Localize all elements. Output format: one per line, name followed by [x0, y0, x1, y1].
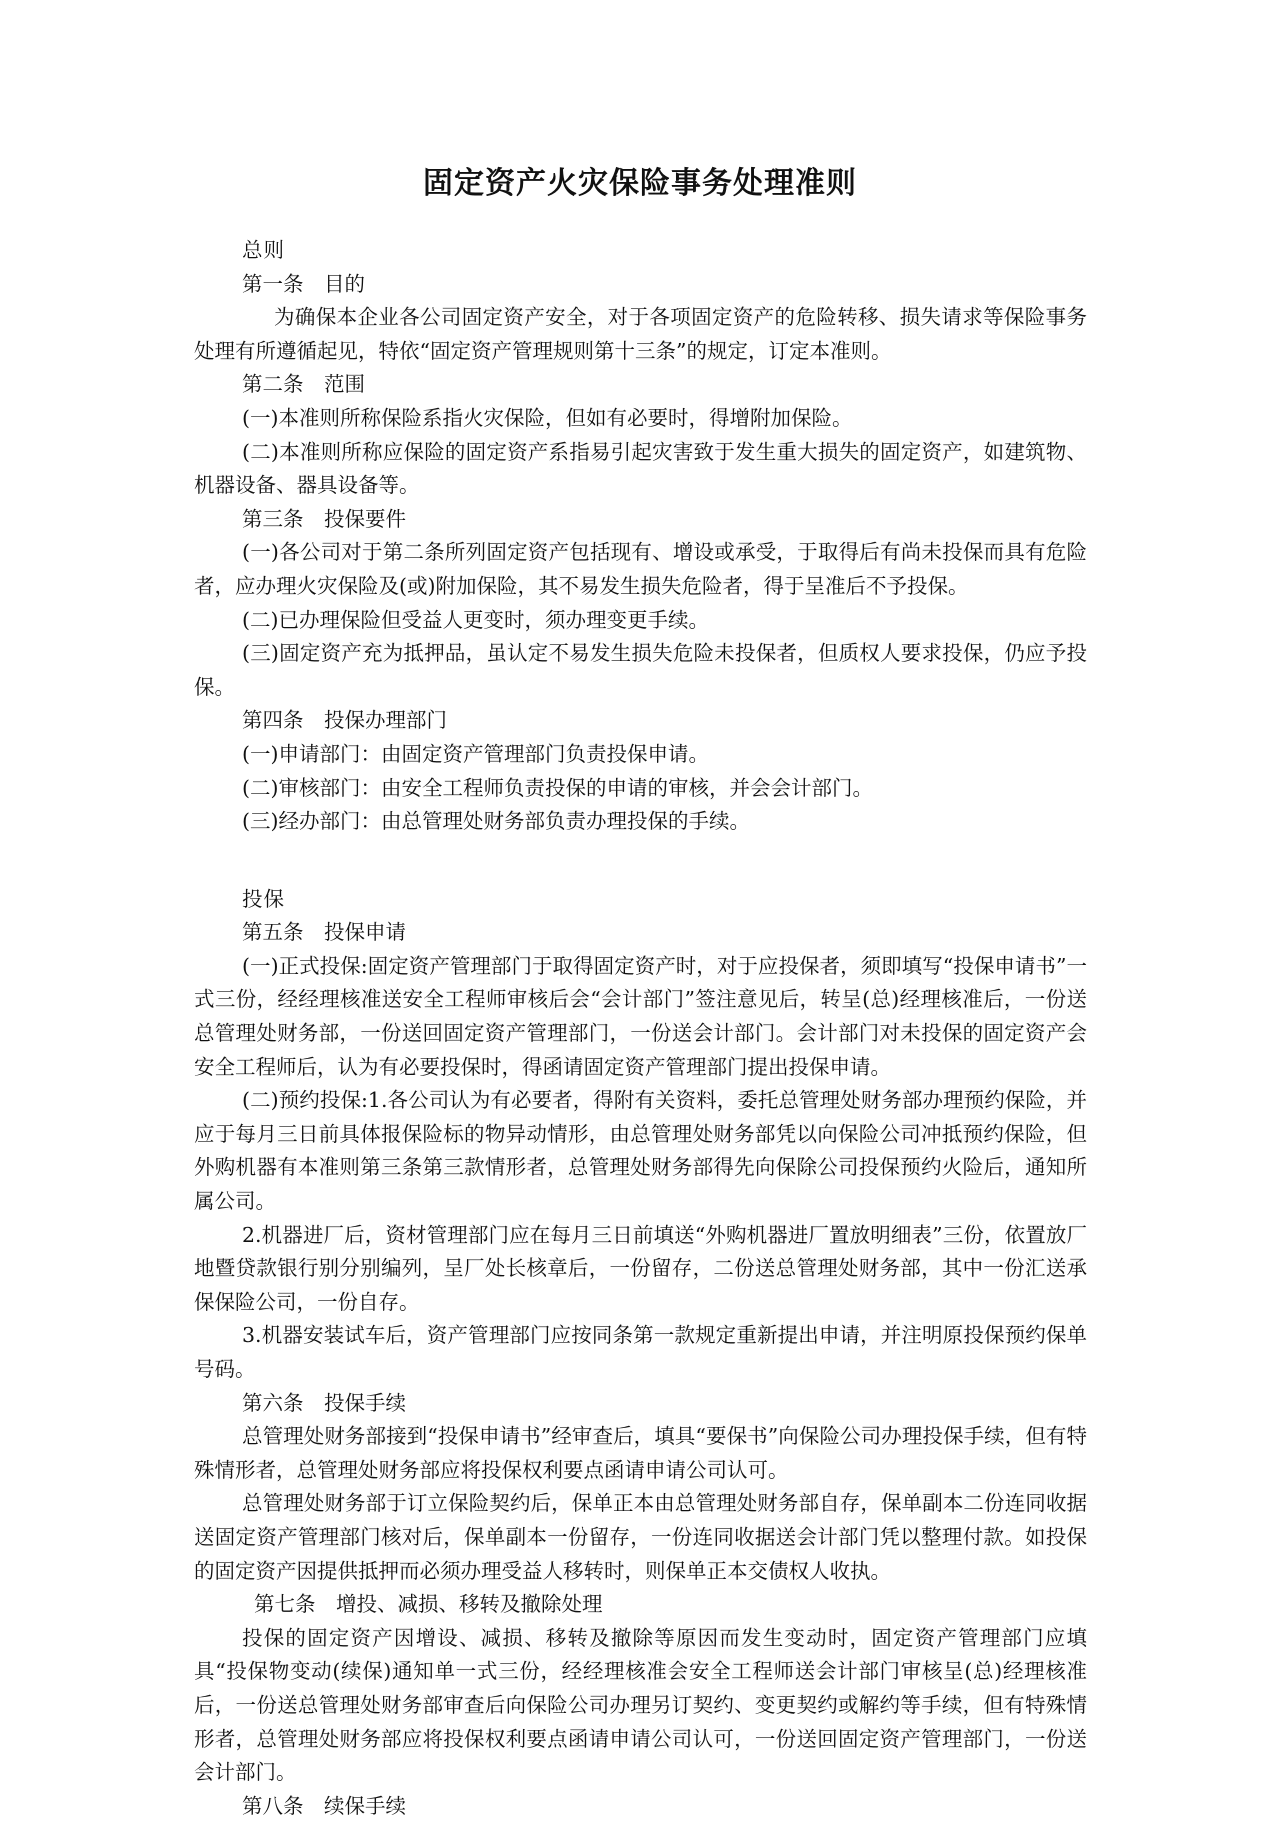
article-4-item-1: (一)申请部门：由固定资产管理部门负责投保申请。 [242, 741, 709, 766]
section-gap [194, 839, 1087, 883]
article-3-item-1: (一)各公司对于第二条所列固定资产包括现有、增设或承受，于取得后有尚未投保而具有危险者，应办理火灾保险及(或)附加保险，其不易发生损失危险者，得于呈准后不予投保。 [194, 540, 1087, 598]
article-heading-4: 第四条 投保办理部门 [242, 708, 447, 733]
article-1-text: 为确保本企业各公司固定资产安全，对于各项固定资产的危险转移、损失请求等保险事务处理有所遵循起见，特依“固定资产管理规则第十三条”的规定，订定本准则。 [194, 305, 1087, 363]
article-4-item-2: (二)审核部门：由安全工程师负责投保的申请的审核，并会会计部门。 [242, 775, 873, 800]
section-heading-general: 总则 [242, 238, 285, 262]
article-heading-7: 第七条 增投、减损、移转及撤除处理 [254, 1592, 603, 1617]
article-heading-2: 第二条 范围 [242, 372, 365, 397]
article-2-item-2: (二)本准则所称应保险的固定资产系指易引起灾害致于发生重大损失的固定资产，如建筑物、机器设备、器具设备等。 [194, 439, 1087, 498]
article-heading-1: 第一条 目的 [242, 271, 365, 296]
document-body [194, 234, 1087, 1823]
article-5-item-2-sub-2: 2.机器进厂后，资材管理部门应在每月三日前填送“外购机器进厂置放明细表”三份，依置放厂地暨贷款银行别分别编列，呈厂处长核章后，一份留存，二份送总管理处财务部，其中一份汇送承保保险公司，一份自存。 [194, 1222, 1087, 1314]
section-heading-insurance: 投保 [242, 886, 285, 911]
document-title: 固定资产火灾保险事务处理准则 [423, 166, 857, 201]
article-5-item-2: (二)预约投保:1.各公司认为有必要者，得附有关资料，委托总管理处财务部办理预约保险，并应于每月三日前具体报保险标的物异动情形，由总管理处财务部凭以向保险公司冲抵预约保险，但外购机器有本准则第三条第三款情形者，总管理处财务部得先向保除公司投保预约火险后，通知所属公司。 [194, 1088, 1087, 1214]
article-heading-6: 第六条 投保手续 [242, 1390, 406, 1415]
article-7-text: 投保的固定资产因增设、减损、移转及撤除等原因而发生变动时，固定资产管理部门应填具“投保物变动(续保)通知单一式三份，经经理核准会安全工程师送会计部门审核呈(总)经理核准后，一份送总管理处财务部审查后向保险公司办理另订契约、变更契约或解约等手续，但有特殊情形者，总管理处财务部应将投保权利要点函请申请公司认可，一份送回固定资产管理部门，一份送会计部门。 [194, 1625, 1087, 1785]
article-6-para-1: 总管理处财务部接到“投保申请书”经审查后，填具“要保书”向保险公司办理投保手续，但有特殊情形者，总管理处财务部应将投保权利要点函请申请公司认可。 [194, 1424, 1087, 1482]
article-heading-3: 第三条 投保要件 [242, 506, 406, 531]
article-heading-5: 第五条 投保申请 [242, 920, 406, 945]
article-2-item-1: (一)本准则所称保险系指火灾保险，但如有必要时，得增附加保险。 [242, 405, 853, 430]
article-6-para-2: 总管理处财务部于订立保险契约后，保单正本由总管理处财务部自存，保单副本二份连同收据送固定资产管理部门核对后，保单副本一份留存，一份连同收据送会计部门凭以整理付款。如投保的固定资产因提供抵押而必须办理受益人移转时，则保单正本交债权人收执。 [194, 1491, 1087, 1583]
article-5-item-1: (一)正式投保:固定资产管理部门于取得固定资产时，对于应投保者，须即填写“投保申请书”一式三份，经经理核准送安全工程师审核后会“会计部门”签注意见后，转呈(总)经理核准后，一份送总管理处财务部，一份送回固定资产管理部门，一份送会计部门。会计部门对未投保的固定资产会安全工程师后，认为有必要投保时，得函请固定资产管理部门提出投保申请。 [194, 953, 1087, 1079]
article-3-item-3: (三)固定资产充为抵押品，虽认定不易发生损失危险未投保者，但质权人要求投保，仍应予投保。 [194, 641, 1087, 699]
article-3-item-2: (二)已办理保险但受益人更变时，须办理变更手续。 [242, 607, 709, 632]
article-4-item-3: (三)经办部门：由总管理处财务部负责办理投保的手续。 [242, 809, 750, 834]
article-5-item-2-sub-3: 3.机器安装试车后，资产管理部门应按同条第一款规定重新提出申请，并注明原投保预约保单号码。 [194, 1323, 1087, 1381]
article-heading-8: 第八条 续保手续 [242, 1793, 406, 1818]
